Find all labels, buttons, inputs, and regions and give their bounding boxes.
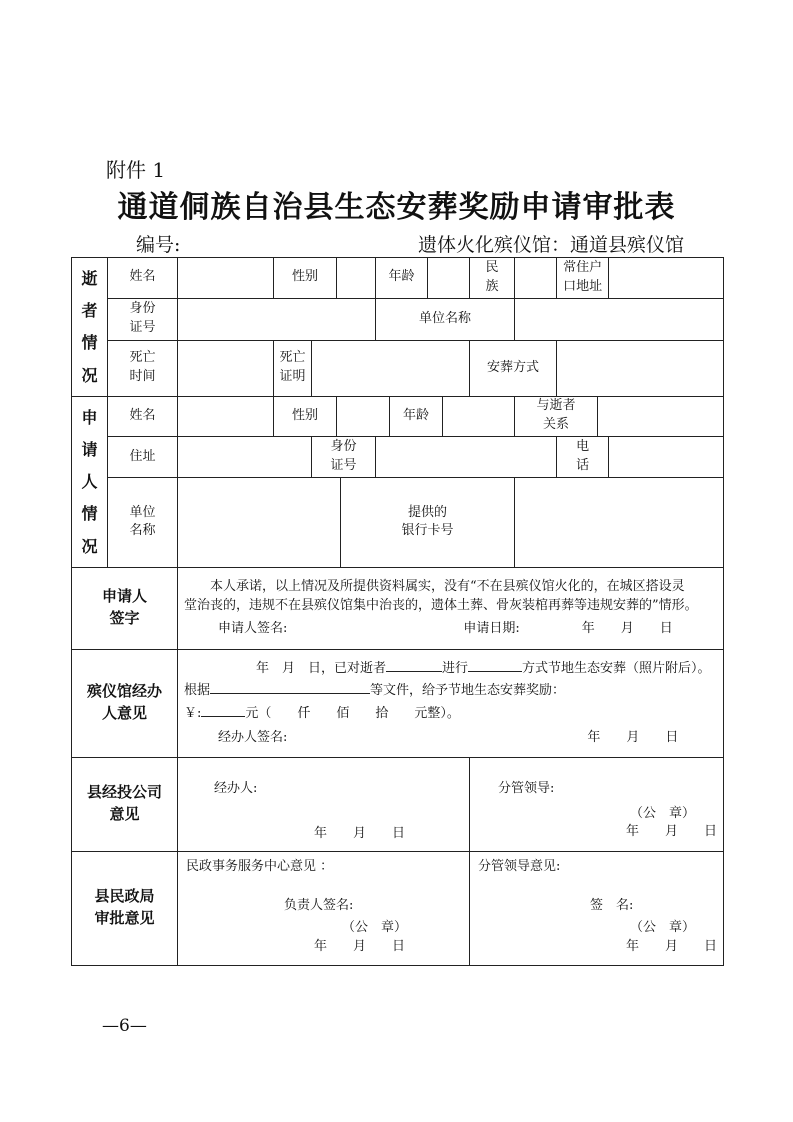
deceased-age-field[interactable] bbox=[428, 258, 470, 299]
bureau-sign-label: 签 名: bbox=[590, 897, 634, 913]
deceased-unit-field[interactable] bbox=[515, 298, 724, 340]
amount-blank[interactable] bbox=[201, 704, 245, 717]
bureau-leader-seal: （公 章） bbox=[630, 920, 696, 936]
applicant-name-field[interactable] bbox=[178, 396, 274, 436]
company-leader-label: 分管领导: bbox=[498, 780, 555, 796]
company-handler-label: 经办人: bbox=[214, 780, 258, 796]
funeral-opinion-header: 殡仪馆经办 人意见 bbox=[72, 649, 178, 757]
applicant-gender-field[interactable] bbox=[337, 396, 390, 436]
applicant-section-header: 申 请 人 情 况 bbox=[72, 396, 108, 567]
applicant-id-field[interactable] bbox=[376, 436, 557, 477]
page-number: —6— bbox=[102, 1016, 147, 1036]
deceased-ethnicity-label: 民 族 bbox=[470, 258, 515, 299]
applicant-unit-label: 单位 名称 bbox=[108, 478, 178, 568]
deceased-unit-label: 单位名称 bbox=[376, 298, 515, 340]
funeral-line1-b: 进行 bbox=[442, 660, 469, 676]
applicant-age-label: 年龄 bbox=[390, 396, 443, 436]
burial-method-label: 安葬方式 bbox=[470, 340, 557, 396]
applicant-age-field[interactable] bbox=[443, 396, 515, 436]
deceased-death-cert-field[interactable] bbox=[312, 340, 470, 396]
applicant-relation-field[interactable] bbox=[598, 396, 724, 436]
bureau-center-ymd: 年 月 日 bbox=[314, 939, 406, 955]
bureau-leader-cell[interactable] bbox=[470, 851, 724, 965]
document-blank[interactable] bbox=[210, 681, 370, 694]
method-blank[interactable] bbox=[468, 659, 522, 672]
pledge-line-1: 本人承诺，以上情况及所提供资料属实，没有“不在县殡仪馆火化的，在城区搭设灵 bbox=[210, 578, 685, 594]
deceased-ethnicity-field[interactable] bbox=[515, 258, 557, 299]
bureau-center-seal: （公 章） bbox=[342, 920, 408, 936]
deceased-id-label: 身份 证号 bbox=[108, 298, 178, 340]
bureau-center-cell[interactable] bbox=[178, 851, 470, 965]
applicant-gender-label: 性别 bbox=[274, 396, 337, 436]
applicant-bank-label: 提供的 银行卡号 bbox=[341, 478, 515, 568]
applicant-bank-field[interactable] bbox=[515, 478, 724, 568]
deceased-death-time-field[interactable] bbox=[178, 340, 274, 396]
company-opinion-header: 县经投公司 意见 bbox=[72, 757, 178, 851]
funeral-home-label: 遗体火化殡仪馆：通道县殡仪馆 bbox=[418, 234, 685, 256]
bureau-opinion-header: 县民政局 审批意见 bbox=[72, 851, 178, 965]
funeral-line2-b: 等文件，给予节地生态安葬奖励： bbox=[370, 683, 566, 699]
bureau-responsible-label: 负责人签名: bbox=[284, 897, 354, 913]
applicant-phone-field[interactable] bbox=[609, 436, 724, 477]
deceased-death-time-label: 死亡 时间 bbox=[108, 340, 178, 396]
applicant-pledge-cell[interactable] bbox=[178, 567, 724, 649]
bureau-leader-ymd: 年 月 日 bbox=[626, 939, 718, 955]
apply-date-ymd: 年 月 日 bbox=[581, 620, 673, 636]
funeral-line1-a: 年 月 日，已对逝者 bbox=[256, 660, 387, 676]
applicant-phone-label: 电 话 bbox=[557, 436, 609, 477]
burial-method-field[interactable] bbox=[557, 340, 724, 396]
funeral-line3-a: ￥: bbox=[184, 706, 202, 722]
applicant-address-label: 住址 bbox=[108, 436, 178, 477]
applicant-id-label: 身份 证号 bbox=[312, 436, 376, 477]
funeral-line2-a: 根据 bbox=[184, 683, 211, 699]
pledge-line-2: 堂治丧的，违规不在县殡仪馆集中治丧的，遗体土葬、骨灰装棺再葬等违规安葬的”情形。 bbox=[184, 597, 698, 613]
deceased-age-label: 年龄 bbox=[376, 258, 428, 299]
company-seal: （公 章） bbox=[630, 805, 696, 821]
company-handler-cell[interactable] bbox=[178, 757, 470, 851]
deceased-residence-field[interactable] bbox=[609, 258, 724, 299]
company-leader-cell[interactable] bbox=[470, 757, 724, 851]
applicant-signature-header: 申请人 签字 bbox=[72, 567, 178, 649]
page-title: 通道侗族自治县生态安葬奖励申请审批表 bbox=[117, 190, 676, 225]
attachment-label: 附件 1 bbox=[106, 158, 166, 182]
handler-sign-label: 经办人签名: bbox=[218, 730, 288, 746]
bureau-center-label: 民政事务服务中心意见 ： bbox=[186, 858, 334, 874]
deceased-residence-label: 常住户 口地址 bbox=[557, 258, 609, 299]
deceased-gender-field[interactable] bbox=[337, 258, 376, 299]
bureau-leader-label: 分管领导意见: bbox=[478, 858, 561, 874]
applicant-name-label: 姓名 bbox=[108, 396, 178, 436]
funeral-date-ymd: 年 月 日 bbox=[587, 730, 679, 746]
deceased-id-field[interactable] bbox=[178, 298, 376, 340]
deceased-name-field[interactable] bbox=[178, 258, 274, 299]
deceased-death-cert-label: 死亡 证明 bbox=[274, 340, 312, 396]
application-form bbox=[71, 257, 724, 966]
applicant-unit-field[interactable] bbox=[178, 478, 341, 568]
serial-number-label: 编号: bbox=[136, 234, 181, 256]
funeral-line3-b: 元（ 仟 佰 拾 元整）。 bbox=[245, 706, 460, 722]
company-leader-ymd: 年 月 日 bbox=[626, 824, 718, 840]
deceased-name-label: 姓名 bbox=[108, 258, 178, 299]
company-handler-ymd: 年 月 日 bbox=[314, 825, 406, 841]
deceased-section-header: 逝 者 情 况 bbox=[72, 258, 108, 397]
deceased-gender-label: 性别 bbox=[274, 258, 337, 299]
apply-date-label: 申请日期: bbox=[463, 620, 520, 636]
applicant-relation-label: 与逝者 关系 bbox=[515, 396, 598, 436]
funeral-line1-c: 方式节地生态安葬（照片附后）。 bbox=[522, 660, 711, 676]
applicant-sign-label: 申请人签名: bbox=[218, 620, 288, 636]
deceased-blank[interactable] bbox=[386, 659, 442, 672]
applicant-address-field[interactable] bbox=[178, 436, 312, 477]
funeral-opinion-cell[interactable] bbox=[178, 649, 724, 757]
